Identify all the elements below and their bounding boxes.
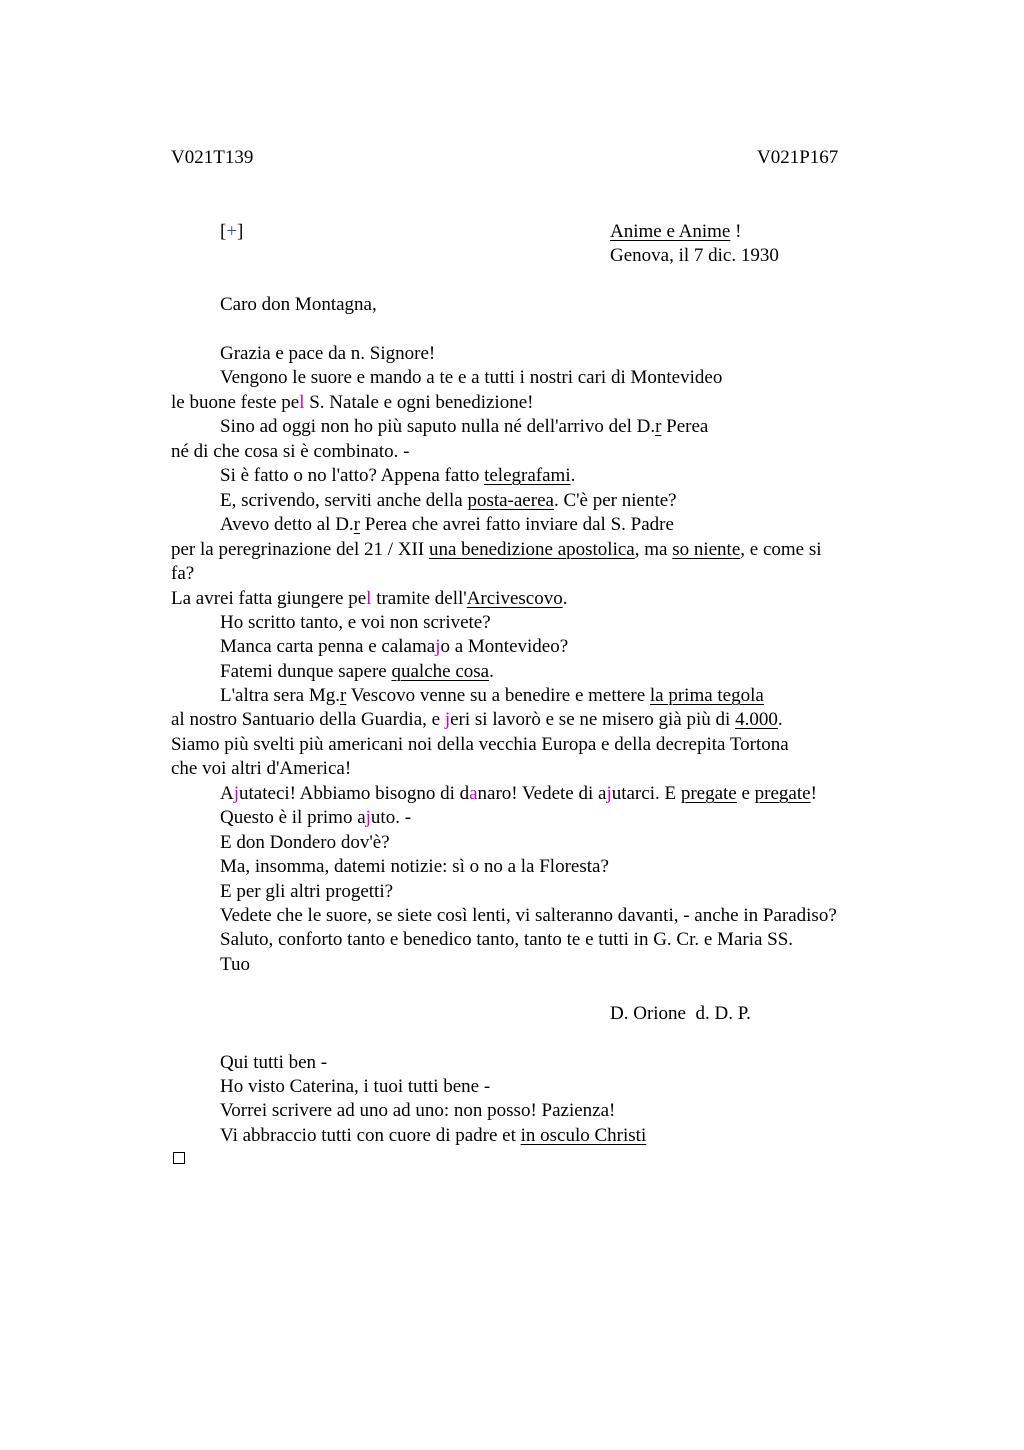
- cross-icon: +: [226, 221, 238, 242]
- letter-line: al nostro Santuario della Guardia, e jeri si lavorò e se ne misero già più di 4.000.: [171, 709, 783, 730]
- letter-line: Siamo più svelti più americani noi della vecchia Europa e della decrepita Tortona: [171, 734, 789, 755]
- letter-line: che voi altri d'America!: [171, 758, 352, 779]
- letter-line: per la peregrinazione del 21 / XII una benedizione apostolica, ma so niente, e come si: [171, 539, 822, 560]
- postscript-line: Ho visto Caterina, i tuoi tutti bene -: [220, 1076, 491, 1097]
- letter-line: Saluto, conforto tanto e benedico tanto, tanto te e tutti in G. Cr. e Maria SS.: [220, 929, 794, 950]
- postscript-line: Vorrei scrivere ad uno ad uno: non posso! Pazienza!: [220, 1100, 616, 1121]
- postscript-line: Qui tutti ben -: [220, 1052, 328, 1073]
- letter-line: E per gli altri progetti?: [220, 881, 394, 902]
- letter-line: Vedete che le suore, se siete così lenti, vi salteranno davanti, - anche in Paradiso?: [220, 905, 837, 926]
- letter-line: le buone feste pel S. Natale e ogni benedizione!: [171, 392, 534, 413]
- letter-line: Avevo detto al D.r Perea che avrei fatto inviare dal S. Padre: [220, 514, 674, 535]
- letter-line: Sino ad oggi non ho più saputo nulla né dell'arrivo del D.r Perea: [220, 416, 709, 437]
- letter-line: Questo è il primo ajuto. -: [220, 807, 412, 828]
- cross-symbol: [+]: [220, 221, 244, 242]
- letter-line: né di che cosa si è combinato. -: [171, 441, 410, 462]
- letter-line: Manca carta penna e calamajo a Montevideo?: [220, 636, 569, 657]
- document-code-left: V021T139: [171, 147, 254, 168]
- letter-line: Ajutateci! Abbiamo bisogno di danaro! Vedete di ajutarci. E pregate e pregate!: [220, 783, 817, 804]
- letter-line: E, scrivendo, serviti anche della posta-aerea. C'è per niente?: [220, 490, 677, 511]
- letter-line: Ma, insomma, datemi notizie: sì o no a la Floresta?: [220, 856, 609, 877]
- postscript-line: Vi abbraccio tutti con cuore di padre et in osculo Christi: [220, 1125, 647, 1146]
- letter-line: Si è fatto o no l'atto? Appena fatto telegrafami.: [220, 465, 576, 486]
- document-code-right: V021P167: [757, 147, 839, 168]
- letter-line: Grazia e pace da n. Signore!: [220, 343, 436, 364]
- letter-line: Ho scritto tanto, e voi non scrivete?: [220, 612, 491, 633]
- place-date: Genova, il 7 dic. 1930: [610, 245, 779, 266]
- letter-line: La avrei fatta giungere pel tramite dell'Arcivescovo.: [171, 588, 568, 609]
- signature: D. Orione d. D. P.: [610, 1003, 751, 1024]
- motto: Anime e Anime !: [610, 221, 742, 242]
- letter-line: Fatemi dunque sapere qualche cosa.: [220, 661, 494, 682]
- letter-line: Vengono le suore e mando a te e a tutti i nostri cari di Montevideo: [220, 367, 723, 388]
- letter-line: E don Dondero dov'è?: [220, 832, 390, 853]
- letter-line: L'altra sera Mg.r Vescovo venne su a benedire e mettere la prima tegola: [220, 685, 764, 706]
- closing: Tuo: [220, 954, 250, 975]
- letter-line: fa?: [171, 563, 195, 584]
- end-of-document-box-icon: [173, 1152, 185, 1164]
- salutation: Caro don Montagna,: [220, 294, 377, 315]
